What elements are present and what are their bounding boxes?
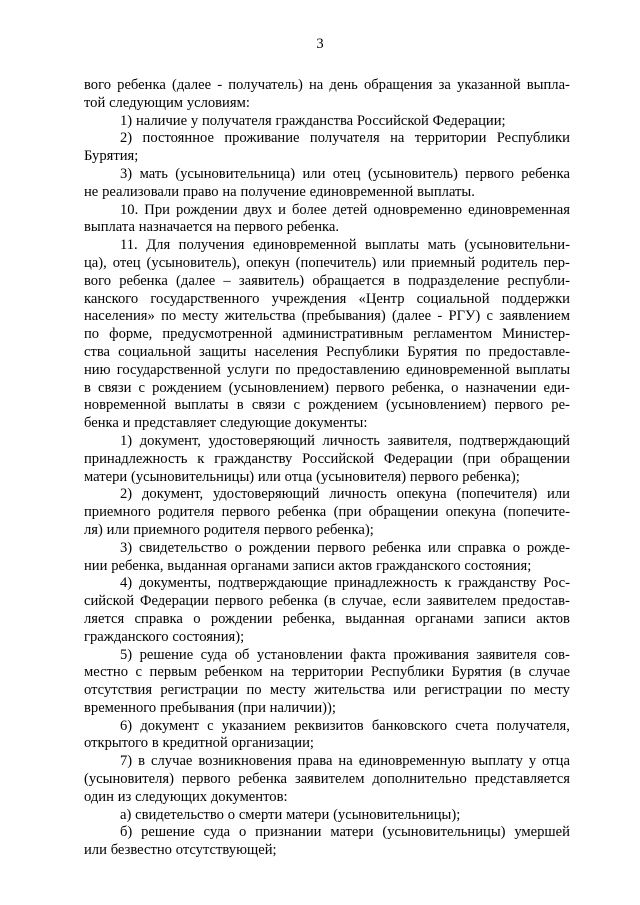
text-line: вого ребенка (далее - получатель) на день обращения за указанной выпла-	[84, 77, 570, 93]
text-line: 1) документ, удостоверяющий личность заявителя, подтверждающий	[120, 432, 570, 449]
text-line: по форме, предусмотренной административным регламентом Министер-	[84, 326, 570, 343]
text-line: приемного родителя первого ребенка (при обращении опекуна (попечите-	[84, 504, 570, 521]
text-line: новременной выплаты в связи с рождением (усыновлением) первого ре-	[84, 397, 570, 414]
text-line: 4) документы, подтверждающие принадлежность к гражданству Рос-	[120, 575, 570, 592]
text-line: 11. Для получения единовременной выплаты мать (усыновительни-	[120, 237, 570, 254]
text-line: гражданского состояния);	[84, 628, 245, 645]
text-line: ляется справка о рождении ребенка, выданная органами записи актов	[84, 610, 570, 627]
text-line: Бурятия;	[84, 148, 139, 165]
text-line: местно с первым ребенком на территории Республики Бурятия (в случае	[84, 664, 570, 681]
text-line: временного пребывания (при наличии));	[84, 699, 336, 716]
text-line: 2) документ, удостоверяющий личность опекуна (попечителя) или	[120, 486, 570, 503]
page-number: 3	[316, 36, 324, 52]
text-line: 2) постоянное проживание получателя на территории Республики	[120, 130, 570, 147]
text-line: 5) решение суда об установлении факта проживания заявителя сов-	[120, 646, 570, 663]
text-line: а) свидетельство о смерти матери (усыновительницы);	[120, 806, 461, 823]
text-line: в связи с рождением (усыновлением) первого ребенка, о назначении еди-	[84, 379, 570, 396]
text-line: открытого в кредитной организации;	[84, 735, 314, 752]
text-line: вого ребенка (далее – заявитель) обращается в подразделение республи-	[84, 272, 570, 289]
text-line: 3) мать (усыновительница) или отец (усыновитель) первого ребенка	[120, 165, 570, 182]
text-line: отсутствия регистрации по месту жительства или регистрации по месту	[84, 682, 570, 699]
text-line: принадлежность к гражданству Российской Федерации (при обращении	[84, 450, 570, 467]
text-line: матери (усыновительницы) или отца (усыновителя) первого ребенка);	[84, 468, 520, 485]
text-line: 6) документ с указанием реквизитов банковского счета получателя,	[120, 717, 570, 734]
text-line: сийской Федерации первого ребенка (в случае, если заявителем предостав-	[84, 593, 570, 610]
text-line: населения» по месту жительства (пребывания) (далее - РГУ) с заявлением	[84, 308, 570, 325]
text-line: той следующим условиям:	[84, 94, 250, 111]
text-line: не реализовали право на получение единовременной выплаты.	[84, 183, 475, 200]
body-text	[84, 77, 570, 860]
text-line: ля) или приемного родителя первого ребенка);	[84, 521, 374, 538]
text-line: 10. При рождении двух и более детей одновременно единовременная	[120, 201, 570, 218]
text-line: нии ребенка, выданная органами записи актов гражданского состояния;	[84, 557, 532, 574]
text-line: бенка и представляет следующие документы:	[84, 415, 368, 432]
text-line: 3) свидетельство о рождении первого ребенка или справка о рожде-	[120, 539, 570, 556]
text-line: 7) в случае возникновения права на единовременную выплату у отца	[120, 753, 570, 770]
text-line: ца), отец (усыновитель), опекун (попечитель) или приемный родитель пер-	[84, 254, 570, 271]
text-line: выплата назначается на первого ребенка.	[84, 219, 340, 236]
text-line: 1) наличие у получателя гражданства Российской Федерации;	[120, 112, 506, 129]
text-line: канского государственного учреждения «Центр социальной поддержки	[84, 290, 570, 307]
text-line: б) решение суда о признании матери (усыновительницы) умершей	[120, 824, 570, 841]
text-line: один из следующих документов:	[84, 788, 288, 805]
text-line: ства социальной защиты населения Республики Бурятия по предоставле-	[84, 343, 570, 360]
text-line: (усыновителя) первого ребенка заявителем дополнительно представляется	[84, 771, 570, 788]
text-line: или безвестно отсутствующей;	[84, 842, 277, 859]
text-line: нию государственной услуги по предоставлению единовременной выплаты	[84, 361, 570, 378]
